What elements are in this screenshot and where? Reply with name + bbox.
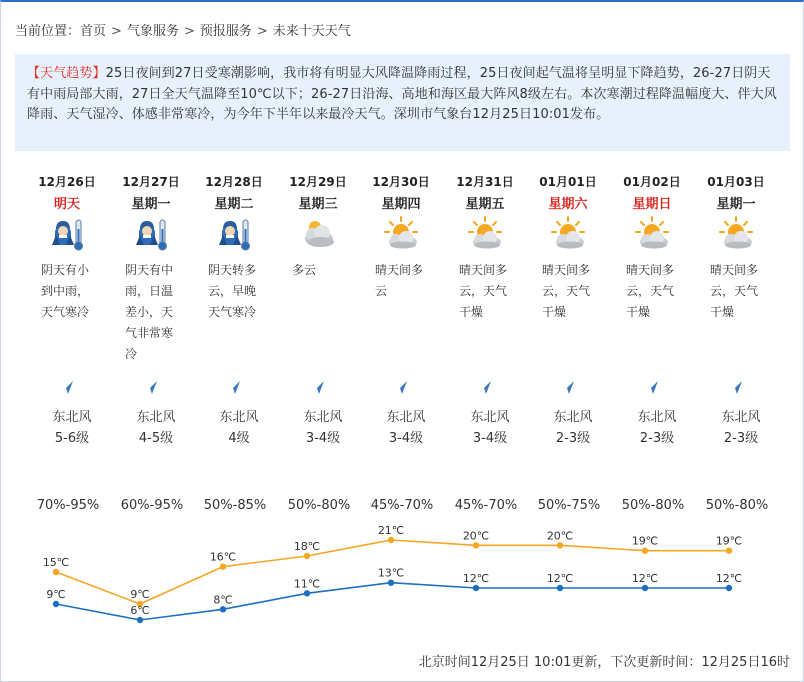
high-temp-point [473, 542, 479, 548]
weather-description-line: 干燥 [710, 305, 735, 319]
weather-description-line: 云，天气 [710, 284, 759, 298]
weather-description-line: 干燥 [626, 305, 651, 319]
wind-direction-icon [476, 378, 494, 396]
forecast-weekday: 星期四 [381, 197, 421, 212]
humidity-value: 50%-85% [203, 498, 267, 513]
wind-level-label: 4-5级 [138, 431, 174, 446]
forecast-day [283, 171, 367, 461]
high-temp-label: 19℃ [715, 534, 743, 548]
forecast-weekday: 星期一 [131, 197, 171, 212]
weather-description-line: 雨，日温 [125, 284, 174, 298]
weather-description-line: 天气寒冷 [41, 305, 90, 319]
breadcrumb-current: 未来十天天气 [272, 24, 351, 39]
rain-cold-icon [48, 215, 86, 253]
breadcrumb-home[interactable]: 首页 [80, 24, 107, 39]
low-temp-label: 12℃ [462, 572, 490, 585]
weather-description-line: 晴天间多 [542, 263, 591, 277]
humidity-value: 50%-80% [287, 498, 351, 513]
forecast-weekday: 星期六 [548, 197, 588, 212]
low-temp-label: 6℃ [130, 604, 150, 617]
wind-info [617, 407, 697, 449]
wind-level-label: 2-3级 [555, 431, 591, 446]
rain-cold-icon [132, 215, 170, 253]
forecast-date: 12月31日 [456, 175, 514, 189]
weather-description-line: 云，天气 [542, 284, 591, 298]
wind-direction-icon [225, 378, 243, 396]
weather-description [208, 260, 270, 323]
weather-description-line: 气非常寒 [125, 326, 174, 340]
forecast-day [116, 171, 200, 461]
forecast-date: 12月28日 [205, 175, 263, 189]
breadcrumb-prefix: 当前位置： [15, 24, 81, 39]
low-temp-label: 9℃ [46, 588, 66, 601]
cloudy-icon [299, 215, 337, 253]
low-temp-point [557, 585, 563, 591]
wind-info [116, 407, 196, 449]
forecast-weekday: 星期二 [214, 197, 254, 212]
breadcrumb [15, 20, 351, 39]
humidity-value: 50%-80% [621, 498, 685, 513]
forecast-weekday: 明天 [53, 197, 80, 212]
forecast-day [701, 171, 785, 461]
humidity-value: 50%-75% [537, 498, 601, 513]
wind-direction-icon [309, 378, 327, 396]
breadcrumb-weather-service[interactable]: 气象服务 [126, 24, 179, 39]
high-temp-point [388, 537, 394, 543]
humidity-value: 60%-95% [120, 498, 184, 513]
weather-description-line: 干燥 [542, 305, 567, 319]
weather-description [710, 260, 772, 323]
high-temp-label: 16℃ [209, 550, 237, 564]
low-temp-label: 12℃ [546, 572, 574, 585]
low-temp-point [304, 590, 310, 596]
wind-level-label: 2-3级 [723, 431, 759, 446]
low-temp-point [220, 606, 226, 612]
weather-description-line: 云，天气 [626, 284, 675, 298]
sunny-cloudy-icon [717, 215, 755, 253]
notice-tag: 【天气趋势】 [27, 66, 106, 81]
weather-description-line: 阴天有小 [41, 263, 90, 277]
forecast-date: 01月01日 [539, 175, 597, 189]
high-temp-point [642, 548, 648, 554]
forecast-day [366, 171, 450, 461]
sunny-cloudy-icon [382, 215, 420, 253]
wind-level-label: 2-3级 [639, 431, 675, 446]
breadcrumb-separator: > [183, 24, 195, 39]
sunny-cloudy-icon [633, 215, 671, 253]
high-temp-point [304, 553, 310, 559]
wind-direction-label: 东北风 [470, 410, 510, 425]
forecast-weekday: 星期一 [716, 197, 756, 212]
weather-description-line: 冷 [125, 347, 138, 361]
weather-description-line: 天气寒冷 [208, 305, 257, 319]
low-temp-line [56, 583, 729, 620]
low-temp-label: 8℃ [213, 593, 233, 607]
weather-description [459, 260, 521, 323]
ten-day-forecast [32, 171, 792, 461]
wind-direction-icon [727, 378, 745, 396]
forecast-day [533, 171, 617, 461]
sunny-cloudy-icon [549, 215, 587, 253]
wind-direction-label: 东北风 [637, 410, 677, 425]
forecast-day [32, 171, 116, 461]
weather-trend-notice [15, 54, 790, 151]
forecast-date: 01月02日 [623, 175, 681, 189]
forecast-weekday: 星期日 [632, 197, 672, 212]
high-temp-label: 18℃ [293, 540, 321, 553]
breadcrumb-separator: > [256, 24, 268, 39]
low-temp-label: 12℃ [631, 572, 659, 585]
forecast-date: 01月03日 [707, 175, 765, 189]
low-temp-point [137, 617, 143, 623]
weather-description-line: 干燥 [459, 305, 484, 319]
high-temp-label: 20℃ [462, 529, 490, 543]
wind-info [533, 407, 613, 449]
wind-direction-icon [142, 378, 160, 396]
high-temp-point [557, 542, 563, 548]
forecast-date: 12月30日 [372, 175, 430, 189]
weather-description-line: 晴天间多 [375, 263, 424, 277]
wind-direction-label: 东北风 [386, 410, 426, 425]
low-temp-point [388, 580, 394, 586]
forecast-date: 12月26日 [38, 175, 96, 189]
temperature-chart [0, 515, 804, 630]
forecast-day [450, 171, 534, 461]
low-temp-point [53, 601, 59, 607]
weather-description [125, 260, 187, 365]
high-temp-label: 19℃ [631, 534, 659, 548]
weather-description [626, 260, 688, 323]
wind-info [199, 407, 279, 449]
low-temp-point [642, 585, 648, 591]
weather-description-line: 到中雨， [41, 284, 90, 298]
weather-description-line: 云，天气 [459, 284, 508, 298]
wind-info [283, 407, 363, 449]
update-time: 北京时间12月25日 10:01更新，下次更新时间：12月25日16时 [418, 655, 790, 670]
wind-info [450, 407, 530, 449]
high-temp-label: 9℃ [130, 588, 150, 601]
weather-description-line: 晴天间多 [459, 263, 508, 277]
high-temp-point [220, 564, 226, 570]
wind-direction-icon [643, 378, 661, 396]
weather-description [375, 260, 437, 302]
wind-direction-icon [392, 378, 410, 396]
weather-description-line: 阴天转多 [208, 263, 257, 277]
weather-description-line: 云 [375, 284, 388, 298]
weather-description-line: 差小，天 [125, 305, 174, 319]
high-temp-point [53, 569, 59, 575]
wind-direction-icon [58, 378, 76, 396]
wind-direction-label: 东北风 [219, 410, 259, 425]
weather-description-line: 云，早晚 [208, 284, 257, 298]
wind-direction-label: 东北风 [136, 410, 176, 425]
weather-description-line: 多云 [292, 263, 317, 277]
humidity-value: 70%-95% [36, 498, 100, 513]
sunny-cloudy-icon [466, 215, 504, 253]
low-temp-label: 11℃ [293, 577, 321, 591]
wind-info [701, 407, 781, 449]
high-temp-label: 15℃ [42, 556, 70, 569]
wind-level-label: 3-4级 [388, 431, 424, 446]
high-temp-label: 21℃ [377, 524, 405, 537]
wind-level-label: 3-4级 [472, 431, 508, 446]
weather-description-line: 阴天有中 [125, 263, 174, 277]
wind-direction-label: 东北风 [553, 410, 593, 425]
wind-info [32, 407, 112, 449]
low-temp-label: 12℃ [715, 572, 743, 585]
weather-description [542, 260, 604, 323]
low-temp-point [473, 585, 479, 591]
humidity-value: 50%-80% [705, 498, 769, 513]
forecast-date: 12月27日 [122, 175, 180, 189]
forecast-date: 12月29日 [289, 175, 347, 189]
breadcrumb-separator: > [111, 24, 122, 39]
rain-cold-icon [215, 215, 253, 253]
wind-level-label: 3-4级 [305, 431, 341, 446]
wind-level-label: 4级 [228, 431, 250, 446]
weather-description-line: 晴天间多 [710, 263, 759, 277]
forecast-weekday: 星期三 [298, 197, 338, 212]
forecast-day [617, 171, 701, 461]
wind-direction-label: 东北风 [721, 410, 761, 425]
high-temp-label: 20℃ [546, 529, 574, 543]
high-temp-point [726, 548, 732, 554]
weather-description [292, 260, 354, 281]
weather-description-line: 晴天间多 [626, 263, 675, 277]
forecast-weekday: 星期五 [465, 197, 505, 212]
wind-level-label: 5-6级 [54, 431, 90, 446]
humidity-value: 45%-70% [454, 498, 518, 513]
wind-direction-icon [559, 378, 577, 396]
low-temp-point [726, 585, 732, 591]
breadcrumb-forecast-service[interactable]: 预报服务 [199, 24, 252, 39]
wind-info [366, 407, 446, 449]
wind-direction-label: 东北风 [303, 410, 343, 425]
forecast-day [199, 171, 283, 461]
low-temp-label: 13℃ [377, 566, 405, 580]
humidity-value: 45%-70% [370, 498, 434, 513]
wind-direction-label: 东北风 [52, 410, 92, 425]
weather-description [41, 260, 103, 323]
notice-text: 25日夜间到27日受寒潮影响，我市将有明显大风降温降雨过程，25日夜间起气温将呈明显下降趋势，26-27日阴天有中雨局部大雨，27日全天气温降至10℃以下；26-27日沿海、高地和海区最大阵风8级左右。本次寒潮过程降温幅度大、伴大风降雨、天气湿冷、体感非常寒冷，为今年下半年以来最冷天气。深圳市气象台12月25日10:01发布。 [27, 66, 777, 122]
